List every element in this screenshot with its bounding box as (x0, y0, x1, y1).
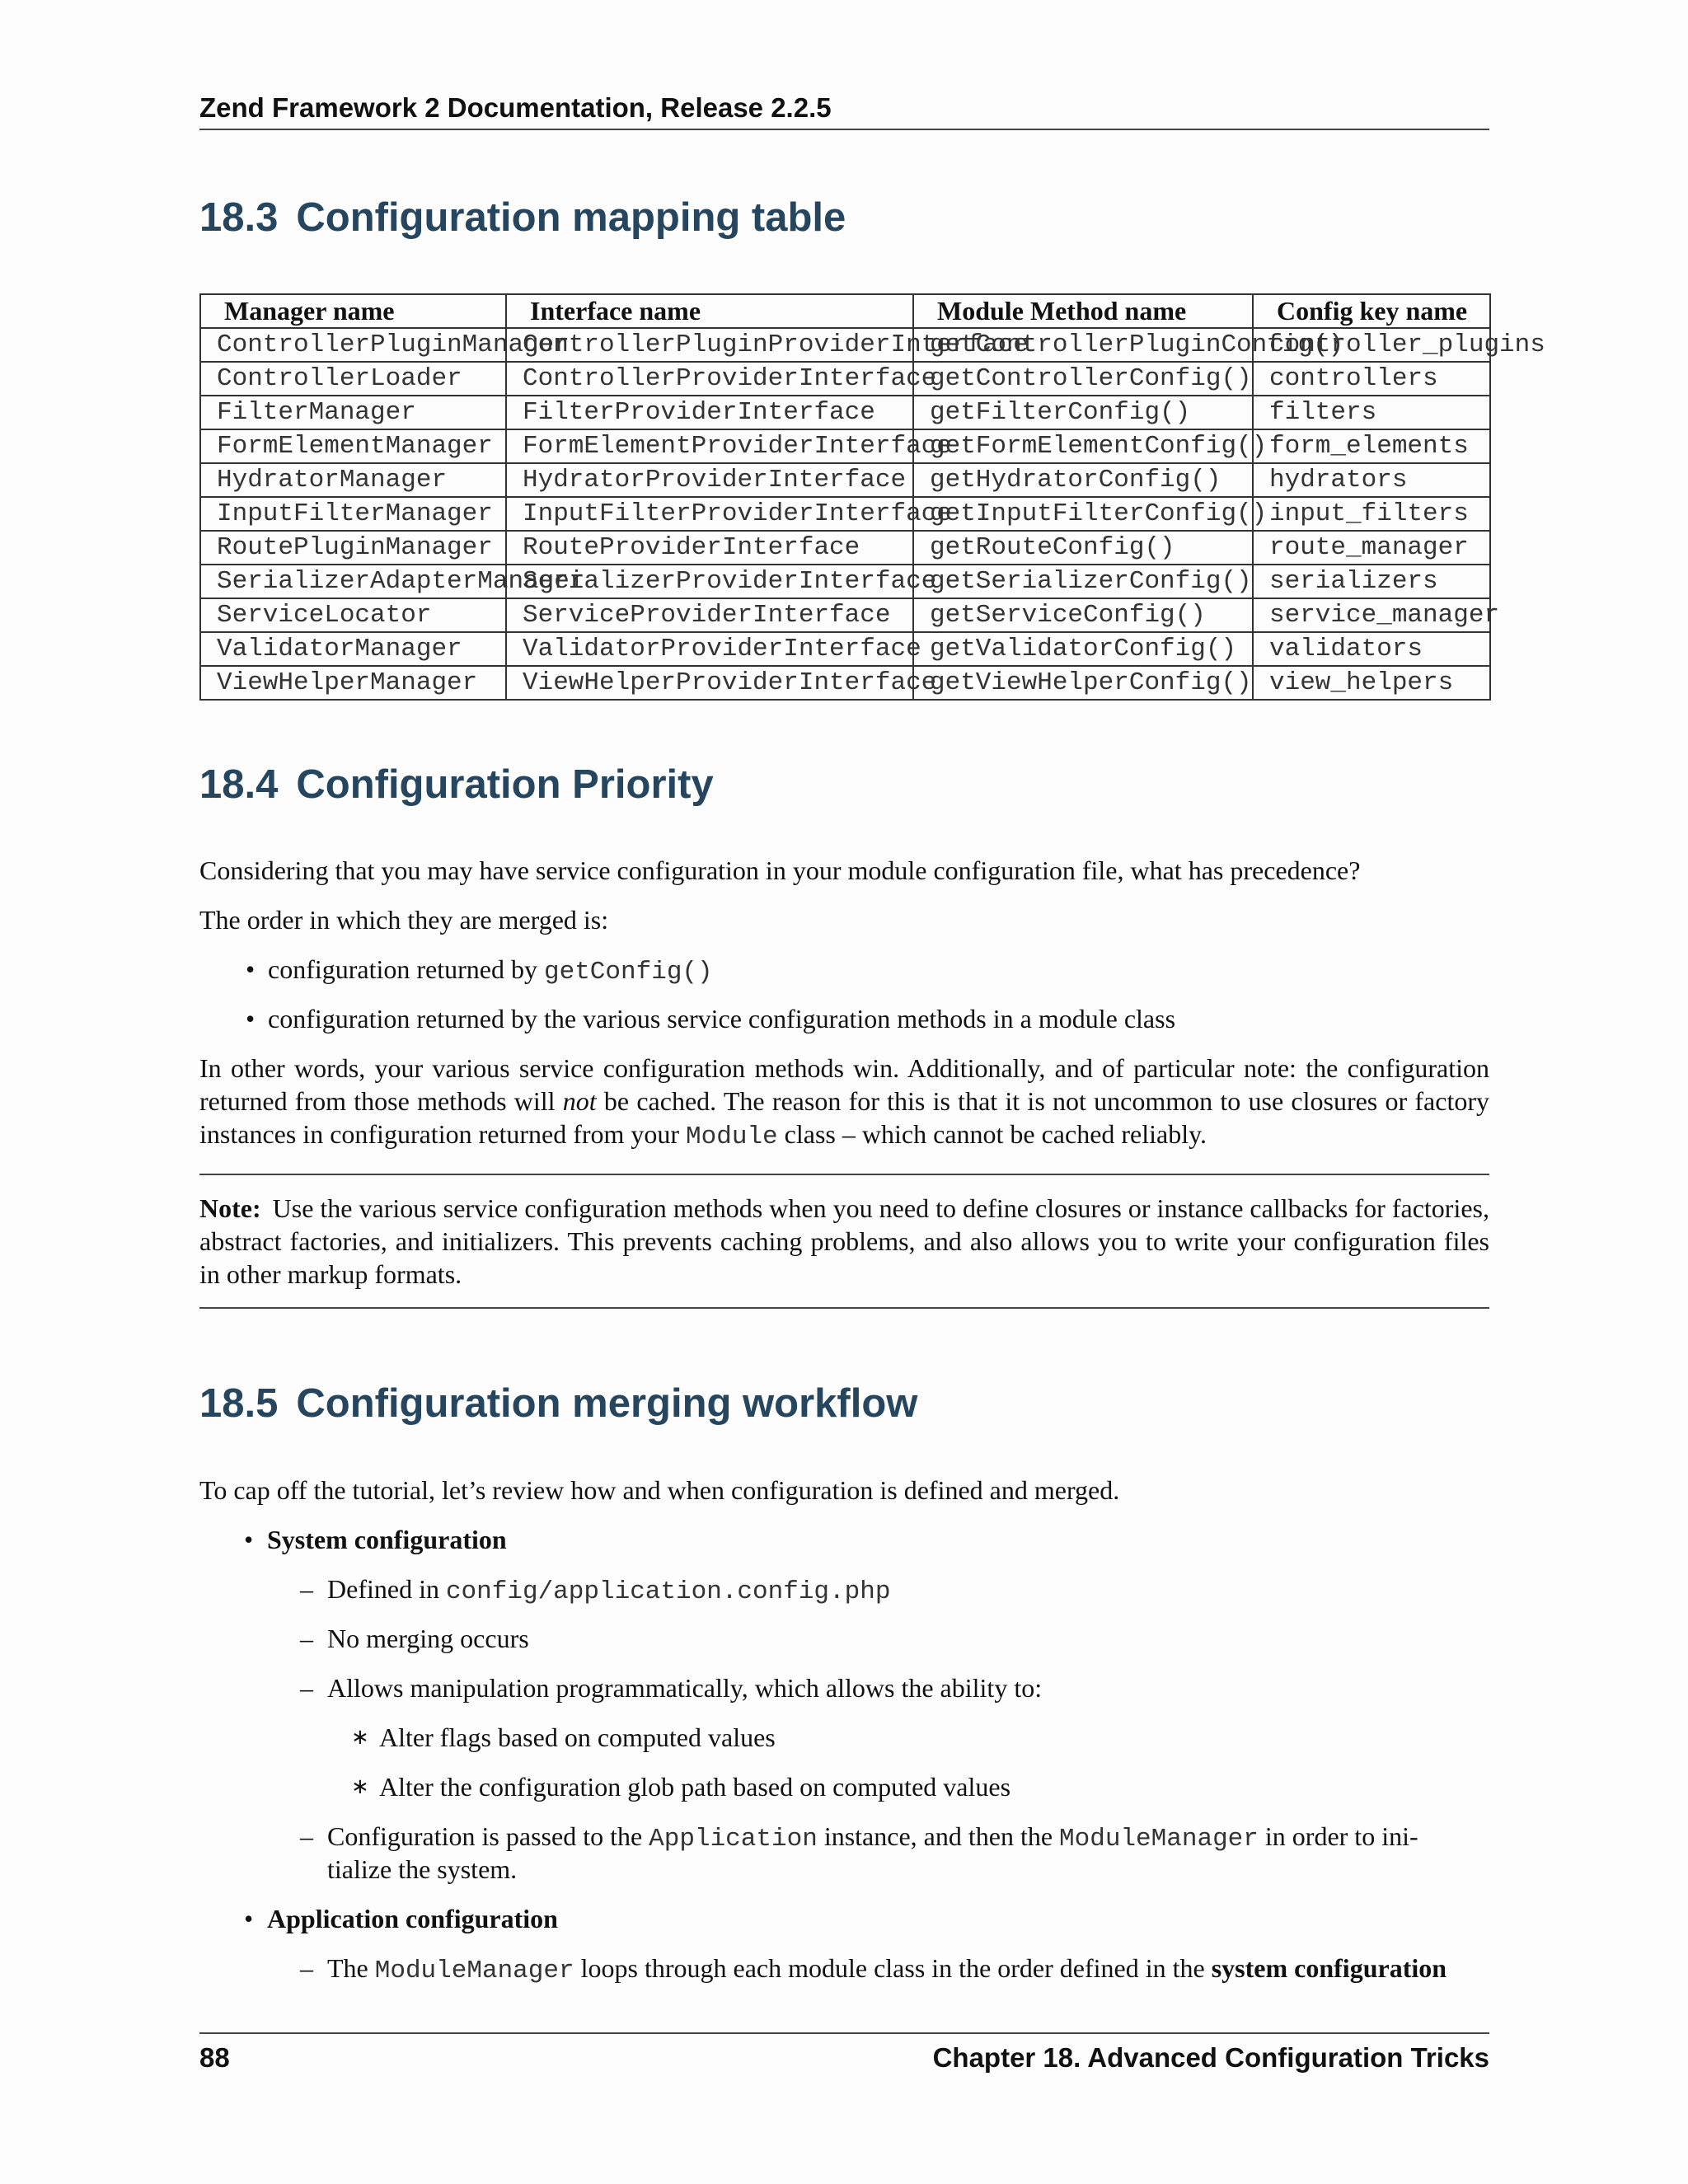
cell-interface-name: RouteProviderInterface (506, 531, 913, 565)
dash-marker: – (300, 1953, 313, 1983)
section-title: Configuration mapping table (296, 195, 846, 240)
cell-method-name: getServiceConfig() (913, 598, 1253, 632)
configuration-mapping-table (199, 293, 1545, 701)
cell-method-name: getSerializerConfig() (913, 565, 1253, 598)
list-item: Allows manipulation programmatically, which allows the ability to: (327, 1673, 1043, 1703)
section-heading-18-4 (199, 762, 714, 808)
cell-method-name: getValidatorConfig() (913, 632, 1253, 666)
cell-interface-name: ViewHelperProviderInterface (506, 666, 913, 700)
list-item-text: instance, and then the (817, 1821, 1060, 1851)
cell-interface-name: ValidatorProviderInterface (506, 632, 913, 666)
cell-config-key: form_elements (1253, 429, 1490, 463)
cell-manager-name: ViewHelperManager (200, 666, 506, 700)
table-row (200, 396, 1490, 429)
cell-manager-name: ControllerLoader (200, 362, 506, 396)
cell-config-key: controllers (1253, 362, 1490, 396)
section-number: 18.3 (199, 195, 279, 240)
chapter-title: Chapter 18. Advanced Configuration Tricks (932, 2042, 1489, 2073)
bullet-marker: • (246, 954, 256, 984)
note-text: Use the various service configuration methods when you need to define closures or instance callbacks for factories, abstract factories, and initializers. This prevents caching problems, and also allows you to write your configuration files in other markup formats. (199, 1193, 1489, 1289)
inline-code: ModuleManager (1059, 1825, 1259, 1854)
table-row (200, 362, 1490, 396)
page-number: 88 (199, 2042, 230, 2073)
list-item: Alter flags based on computed values (379, 1722, 776, 1752)
table-row (200, 463, 1490, 497)
cell-method-name: getRouteConfig() (913, 531, 1253, 565)
list-item-text: The (327, 1953, 375, 1983)
column-header-manager: Manager name (200, 294, 506, 328)
dash-marker: – (300, 1624, 313, 1653)
table-row (200, 598, 1490, 632)
document-page (199, 0, 1545, 2184)
cell-config-key: serializers (1253, 565, 1490, 598)
table-header-row (200, 294, 1490, 328)
cell-config-key: filters (1253, 396, 1490, 429)
inline-code: getConfig() (544, 958, 713, 987)
cell-method-name: getFormElementConfig() (913, 429, 1253, 463)
cell-method-name: getHydratorConfig() (913, 463, 1253, 497)
running-footer (199, 2032, 1489, 2074)
dash-marker: – (300, 1574, 313, 1604)
list-item (327, 1572, 890, 1609)
priority-intro: Considering that you may have service configuration in your module configuration file, what has precedence? (199, 855, 1361, 885)
cell-manager-name: ControllerPluginManager (200, 328, 506, 362)
cell-method-name: getFilterConfig() (913, 396, 1253, 429)
cell-method-name: getInputFilterConfig() (913, 497, 1253, 531)
list-item (327, 1820, 1418, 1856)
list-item-application-configuration: Application configuration (267, 1904, 558, 1933)
list-item-continuation: tialize the system. (327, 1854, 518, 1884)
table-row (200, 497, 1490, 531)
bullet-marker: • (246, 1004, 256, 1033)
paragraph-text: be cached. The reason for this is that it is not uncommon to use closures or factory instances in configuration returned from your (199, 1086, 1490, 1149)
inline-code: ModuleManager (374, 1957, 574, 1985)
cell-manager-name: SerializerAdapterManager (200, 565, 506, 598)
table-row (200, 328, 1490, 362)
cell-config-key: validators (1253, 632, 1490, 666)
column-header-config-key: Config key name (1253, 294, 1490, 328)
inline-code: Application (649, 1825, 818, 1854)
cell-interface-name: ServiceProviderInterface (506, 598, 913, 632)
list-item-system-configuration: System configuration (267, 1525, 507, 1554)
column-header-method: Module Method name (913, 294, 1253, 328)
cell-method-name: getViewHelperConfig() (913, 666, 1253, 700)
section-title: Configuration merging workflow (296, 1381, 918, 1426)
order-lead: The order in which they are merged is: (199, 905, 609, 935)
paragraph-text: In other words, your various service configuration methods win. Additionally, and of particular note: the configuration returned from those methods will (199, 1053, 1489, 1116)
section-heading-18-5 (199, 1380, 917, 1427)
paragraph-text: class – which cannot be cached reliably. (777, 1119, 1207, 1149)
cell-manager-name: FormElementManager (200, 429, 506, 463)
inline-code: Module (686, 1122, 778, 1151)
cell-interface-name: HydratorProviderInterface (506, 463, 913, 497)
cell-config-key: route_manager (1253, 531, 1490, 565)
cell-interface-name: ControllerProviderInterface (506, 362, 913, 396)
workflow-intro: To cap off the tutorial, let’s review how and when configuration is defined and merged. (199, 1475, 1120, 1505)
list-item-text: Defined in (327, 1574, 446, 1604)
bullet-marker: • (244, 1525, 254, 1554)
cell-manager-name: ValidatorManager (200, 632, 506, 666)
cell-manager-name: ServiceLocator (200, 598, 506, 632)
cell-method-name: getControllerPluginConfig() (913, 328, 1253, 362)
cell-config-key: controller_plugins (1253, 328, 1490, 362)
bullet-marker: • (244, 1904, 254, 1933)
note-label: Note: (199, 1193, 261, 1223)
bold-text: system configuration (1211, 1953, 1447, 1983)
cell-manager-name: InputFilterManager (200, 497, 506, 531)
list-item: No merging occurs (327, 1624, 529, 1653)
asterisk-marker: ∗ (351, 1725, 369, 1749)
list-item-text: loops through each module class in the order defined in the (574, 1953, 1212, 1983)
cell-interface-name: FormElementProviderInterface (506, 429, 913, 463)
table-row (200, 632, 1490, 666)
cell-config-key: hydrators (1253, 463, 1490, 497)
cell-manager-name: HydratorManager (200, 463, 506, 497)
cell-config-key: view_helpers (1253, 666, 1490, 700)
list-item-text: configuration returned by (268, 954, 544, 984)
table-row (200, 429, 1490, 463)
cell-manager-name: RoutePluginManager (200, 531, 506, 565)
list-item-text: in order to ini- (1258, 1821, 1418, 1851)
emphasis: not (562, 1086, 597, 1116)
note-box (199, 1174, 1489, 1309)
section-title: Configuration Priority (296, 762, 714, 807)
cell-config-key: input_filters (1253, 497, 1490, 531)
cell-interface-name: SerializerProviderInterface (506, 565, 913, 598)
dash-marker: – (300, 1673, 313, 1703)
list-item: configuration returned by the various service configuration methods in a module class (268, 1004, 1176, 1033)
running-header: Zend Framework 2 Documentation, Release 2.2.5 (199, 92, 1489, 130)
cell-config-key: service_manager (1253, 598, 1490, 632)
priority-explanation (199, 1052, 1489, 1154)
column-header-interface: Interface name (506, 294, 913, 328)
section-number: 18.4 (199, 762, 279, 807)
table-row (200, 531, 1490, 565)
section-number: 18.5 (199, 1381, 279, 1426)
section-heading-18-3 (199, 194, 846, 241)
table-row (200, 666, 1490, 700)
inline-code: config/application.config.php (445, 1577, 891, 1606)
asterisk-marker: ∗ (351, 1774, 369, 1798)
table-row (200, 565, 1490, 598)
list-item (327, 1952, 1447, 1988)
list-item: Alter the configuration glob path based on computed values (379, 1772, 1011, 1802)
list-item-text: Configuration is passed to the (327, 1821, 649, 1851)
cell-manager-name: FilterManager (200, 396, 506, 429)
cell-method-name: getControllerConfig() (913, 362, 1253, 396)
cell-interface-name: InputFilterProviderInterface (506, 497, 913, 531)
list-item (268, 953, 713, 989)
dash-marker: – (300, 1821, 313, 1851)
cell-interface-name: ControllerPluginProviderInterface (506, 328, 913, 362)
cell-interface-name: FilterProviderInterface (506, 396, 913, 429)
